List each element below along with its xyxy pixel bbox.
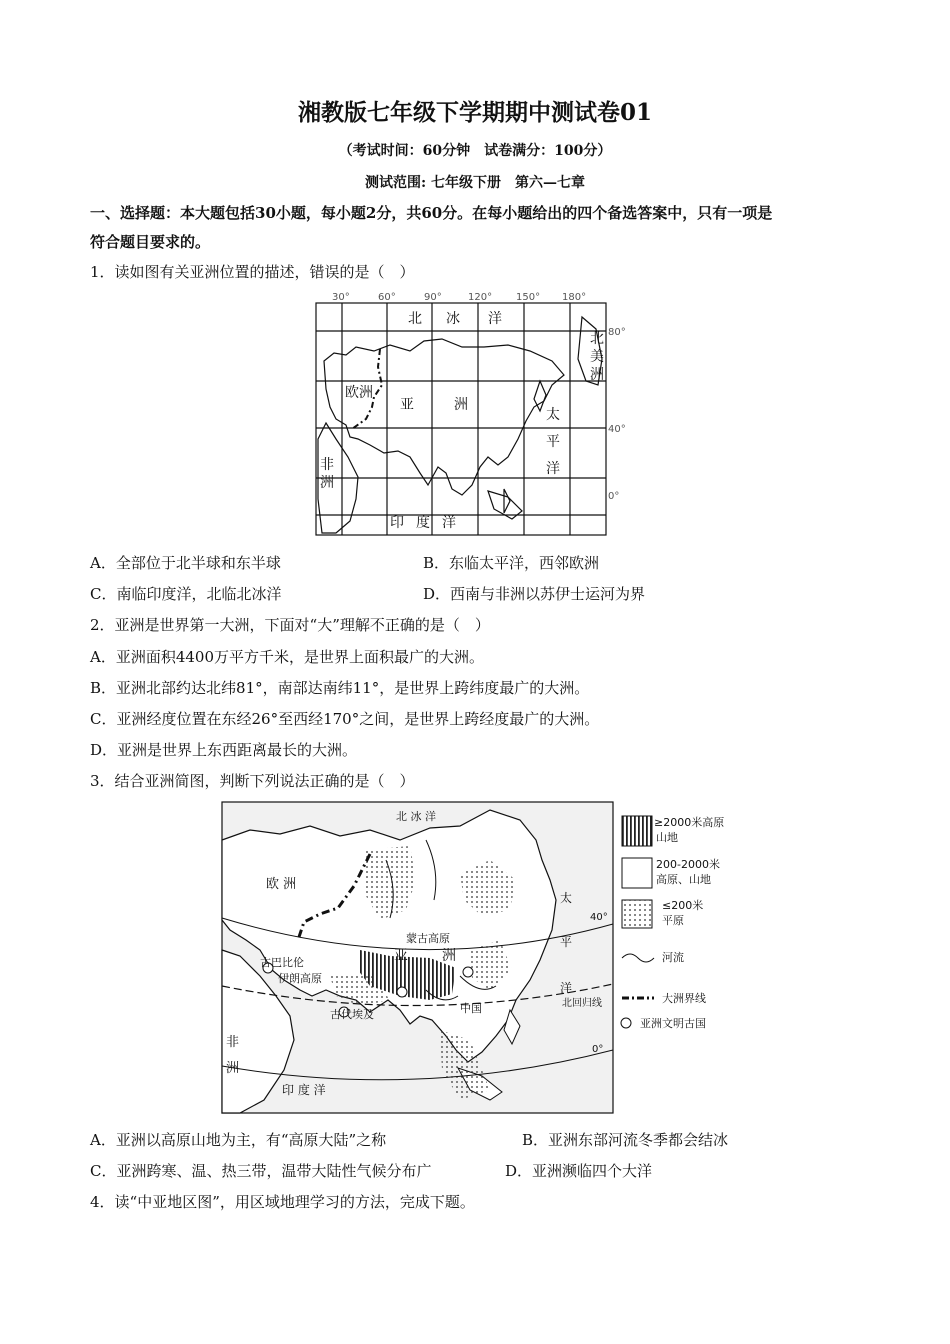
q2-option-a: A．亚洲面积4400万平方千米，是世界上面积最广的大洲。 [90,648,485,666]
q3-option-c: C．亚洲跨寒、温、热三带，温带大陆性气候分布广 [90,1162,432,1180]
q2-option-b: B．亚洲北部约达北纬81°，南部达南纬11°，是世界上跨纬度最广的大洲。 [90,679,590,697]
q1-namerica-label-3: 洲 [590,367,604,383]
q1-pacific-label-2: 平 [546,434,560,450]
legend-swatch-midland [622,858,652,888]
legend-plain-label-2: 平原 [662,914,684,927]
q1-lon-label-150: 150° [516,292,541,303]
q4-stem: 4．读“中亚地区图”，用区域地理学习的方法，完成下题。 [90,1193,475,1211]
legend-swatch-river [622,954,654,962]
q1-indian-label-2: 度 [416,515,430,531]
q3-babylon-label: 古巴比伦 [260,956,304,969]
q1-option-a: A．全部位于北半球和东半球 [90,554,281,572]
q3-lat40-label: 40° [590,912,608,923]
q3-egypt-label: 古代埃及 [330,1008,374,1021]
q3-map-legend [618,808,738,1038]
q3-stem: 3．结合亚洲简图，判断下列说法正确的是（ ） [90,772,415,790]
q3-pacific-label-1: 太 [560,891,573,905]
test-scope: 测试范围: 七年级下册 第六—七章 [364,175,586,191]
q3-pacific-label-2: 平 [560,935,573,949]
q2-stem: 2．亚洲是世界第一大洲，下面对“大”理解不正确的是（ ） [90,616,490,634]
q3-europe-label: 欧 洲 [266,877,297,892]
q1-asia-location-map [312,289,630,541]
q1-arctic-label-1: 北 [408,311,422,327]
legend-midland-label-1: 200-2000米 [656,858,720,871]
q1-indian-label-3: 洋 [442,515,456,531]
q3-lat0-label: 0° [592,1044,604,1055]
q3-mongolia-label: 蒙古高原 [406,932,450,945]
legend-plain-label-1: ≤200米 [662,899,704,912]
q3-africa-label-1: 非 [226,1035,240,1050]
legend-civilization-label: 亚洲文明古国 [640,1017,706,1030]
q1-arctic-label-2: 冰 [446,311,460,327]
q1-asia-label-1: 亚 [400,397,414,413]
q1-arctic-label-3: 洋 [488,311,502,327]
q3-iran-label: 伊朗高原 [278,972,322,985]
legend-highland-label-2: 山地 [656,831,678,844]
q3-china-label: 中国 [460,1002,482,1015]
q1-europe-label: 欧洲 [345,385,373,401]
q3-option-d: D．亚洲濒临四个大洋 [505,1162,653,1180]
legend-swatch-civilization [621,1018,631,1028]
q3-asia-label-2: 洲 [442,948,456,964]
q3-asia-sketch-map [220,800,615,1115]
q3-africa-label-2: 洲 [226,1061,240,1076]
legend-swatch-plain [622,900,652,928]
section-heading-line2: 符合题目要求的。 [90,233,211,251]
q1-lat-label-40: 40° [608,424,626,435]
q1-lon-label-60: 60° [378,292,396,303]
q3-indian-label: 印 度 洋 [282,1083,326,1097]
q2-option-c: C．亚洲经度位置在东经26°至西经170°之间，是世界上跨经度最广的大洲。 [90,710,600,728]
q1-asia-label-2: 洲 [454,397,468,413]
q1-africa-label-2: 洲 [320,475,334,491]
q1-lon-label-90: 90° [424,292,442,303]
q1-lon-label-120: 120° [468,292,493,303]
q1-pacific-label-1: 太 [546,407,560,423]
q1-lat-label-80: 80° [608,327,626,338]
q1-pacific-label-3: 洋 [546,461,560,477]
q3-asia-label-1: 亚 [394,948,408,964]
legend-swatch-highland [622,816,652,846]
legend-midland-label-2: 高原、山地 [656,873,711,886]
q1-option-b: B．东临太平洋，西邻欧洲 [423,554,600,572]
q1-stem: 1．读如图有关亚洲位置的描述，错误的是（ ） [90,263,415,281]
q1-namerica-label-2: 美 [590,349,604,365]
legend-river-label: 河流 [662,951,684,964]
legend-highland-label-1: ≥2000米高原 [654,816,725,829]
q1-lon-label-180: 180° [562,292,587,303]
q1-africa-label-1: 非 [320,457,334,473]
q1-namerica-label-1: 北 [590,331,604,347]
q1-lon-label-30: 30° [332,292,350,303]
q1-option-d: D．西南与非洲以苏伊士运河为界 [423,585,646,603]
q3-option-b: B．亚洲东部河流冬季都会结冰 [522,1131,729,1149]
exam-info: （考试时间：60分钟 试卷满分：100分） [338,143,612,159]
q1-indian-label-1: 印 [390,515,404,531]
q1-lat-label-0: 0° [608,491,620,502]
q2-option-d: D．亚洲是世界上东西距离最长的大洲。 [90,741,358,759]
q1-option-c: C．南临印度洋，北临北冰洋 [90,585,282,603]
page-title: 湘教版七年级下学期期中测试卷01 [297,99,652,126]
legend-boundary-label: 大洲界线 [662,992,706,1005]
q3-arctic-label: 北 冰 洋 [396,810,436,823]
section-heading-line1: 一、选择题：本大题包括30小题，每小题2分，共60分。在每小题给出的四个备选答案中，只有一项是 [90,204,773,222]
q3-option-a: A．亚洲以高原山地为主，有“高原大陆”之称 [90,1131,387,1149]
q3-tropic-label: 北回归线 [562,998,602,1009]
q3-pacific-label-3: 洋 [560,981,573,995]
